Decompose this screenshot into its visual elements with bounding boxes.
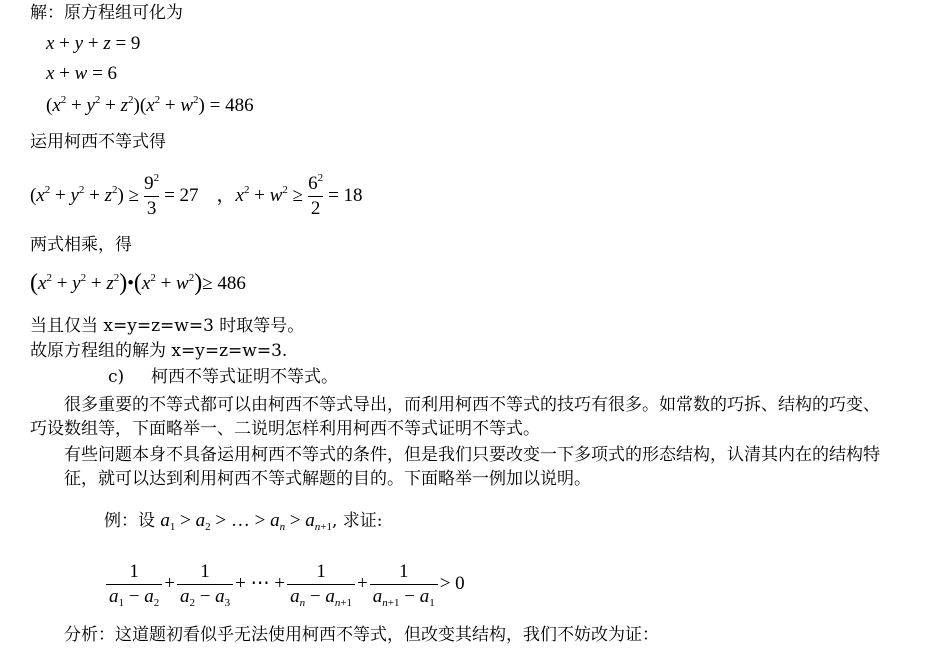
product-inequality: ($x^2 + y^2$ + $z^2)•(x^2 + w^2)\ge 486$: [30, 270, 246, 296]
paragraph-1-line-2: 巧设数组等，下面略举一、二说明怎样利用柯西不等式证明不等式。: [30, 419, 540, 439]
example-statement: 例：设 $a_1 > a_2$ > … > $a_n > a_{n+1}$, 求证:: [104, 510, 383, 533]
cauchy-inequalities: $(x^2 + y^2 + z^2)$ ≥ $\frac{9^2}{3}$ = 27 ， $x^2 + w^2$ ≥ $\frac{6^2}{2}$ = 18: [30, 171, 363, 219]
paragraph-2-line-1: 有些问题本身不具备运用柯西不等式的条件，但是我们只要改变一下多项式的形态结构，认清其内在的结构特: [64, 445, 880, 465]
example-inequality: $\frac{1}{a_1 - a_2}$ + $\frac{1}{a_2 - a_3}$ + ⋯ + $\frac{1}{a_n - a_{n+1}}$ + $\frac{1}{a_{n+1} - a_1}$ > 0: [104, 557, 465, 611]
fraction-6sq-over-2: $\frac{6^2}{2}$: [308, 171, 324, 219]
fraction-term-2: $\frac{1}{a_2 - a_3}$: [177, 561, 233, 608]
analysis-text: 分析：这道题初看似乎无法使用柯西不等式，但改变其结构，我们不妨改为证：: [64, 625, 659, 645]
multiply-text: 两式相乘，得: [30, 235, 132, 255]
heading: 解：原方程组可化为: [30, 3, 183, 23]
equation-3: $(x^2 + y^2 + z^2)(x^2 + w^2) = 486$: [46, 94, 254, 116]
equation-1: x + y + z = 9: [46, 33, 141, 54]
section-c-label: c): [108, 367, 125, 387]
fraction-9sq-over-3: $\frac{9^2}{3}$: [144, 171, 160, 219]
section-c-heading: [108, 366, 338, 388]
section-c-title: 柯西不等式证明不等式。: [150, 367, 338, 387]
fraction-term-n: $\frac{1}{a_n - a_{n+1}}$: [287, 561, 355, 608]
cauchy-intro: 运用柯西不等式得: [30, 132, 166, 152]
fraction-term-last: $\frac{1}{a_{n+1} - a_1}$: [370, 561, 438, 608]
equation-2: x + w = 6: [46, 63, 118, 84]
paragraph-1-line-1: 很多重要的不等式都可以由柯西不等式导出，而利用柯西不等式的技巧有很多。如常数的巧拆、结构的巧变、: [64, 395, 880, 415]
equality-condition: 当且仅当 x=y=z=w=3 时取等号。: [30, 316, 305, 336]
fraction-term-1: $\frac{1}{a_1 - a_2}$: [106, 561, 162, 608]
paragraph-2-line-2: 征，就可以达到利用柯西不等式解题的目的。下面略举一例加以说明。: [64, 469, 591, 489]
solution-statement: 故原方程组的解为 x=y=z=w=3.: [30, 341, 288, 361]
